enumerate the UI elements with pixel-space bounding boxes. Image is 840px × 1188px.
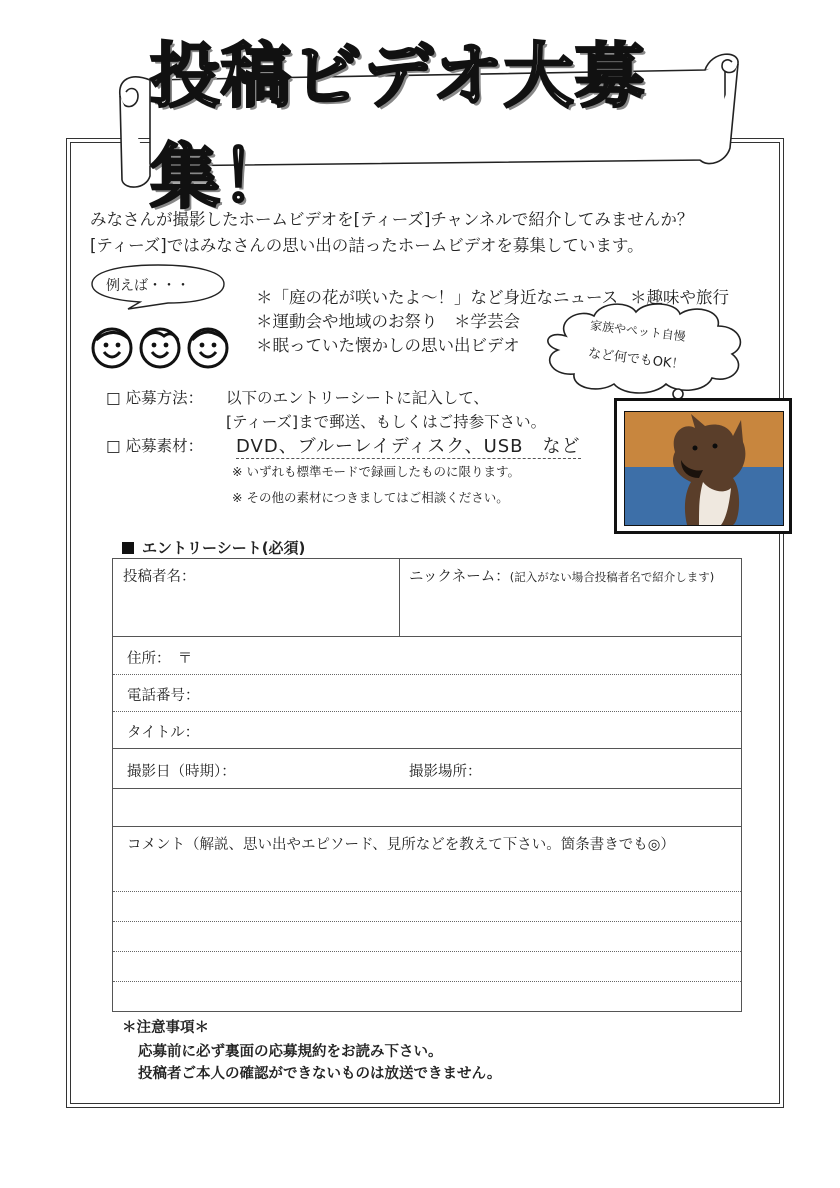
method-line: [ティーズ]まで郵送、もしくはご持参下さい。 <box>226 413 547 431</box>
row-divider <box>113 674 741 675</box>
entry-sheet-heading-text: エントリーシート(必須) <box>142 539 306 557</box>
comment-line <box>113 951 741 952</box>
row-divider <box>113 788 741 789</box>
phone-field[interactable]: 電話番号： <box>127 688 200 704</box>
thought-cloud-text: など何でもOK！ <box>587 346 686 373</box>
thought-cloud-text: 家族やペット自慢 <box>589 318 687 344</box>
name-divider <box>399 559 400 637</box>
method-label: □ 応募方法： <box>106 389 204 407</box>
comment-line <box>113 981 741 982</box>
page-title: 投稿ビデオ大募集！ <box>150 35 646 218</box>
example-item: ＊運動会や地域のお祭り ＊学芸会 <box>256 312 520 331</box>
entry-sheet-table <box>112 558 742 1012</box>
row-divider <box>113 636 741 637</box>
comment-field[interactable]: コメント（解説、思い出やエピソード、見所などを教えて下さい。箇条書きでも◎） <box>127 837 675 853</box>
nickname-label: ニックネーム： <box>409 569 510 585</box>
example-item: ＊「庭の花が咲いたよ～！」など身近なニュース <box>256 288 619 307</box>
intro-line-1: みなさんが撮影したホームビデオを[ティーズ]チャンネルで紹介してみませんか？ <box>90 210 694 229</box>
row-divider <box>113 826 741 827</box>
address-field[interactable]: 住所： 〒 <box>127 651 193 667</box>
row-divider <box>113 748 741 749</box>
square-icon <box>122 542 134 554</box>
example-item: ＊眠っていた懐かしの思い出ビデオ <box>256 336 520 355</box>
comment-line <box>113 921 741 922</box>
media-note: ※ その他の素材につきましてはご相談ください。 <box>232 490 509 505</box>
caution-title: ＊注意事項＊ <box>122 1020 209 1036</box>
smiling-faces-icon <box>88 322 238 372</box>
poster-name-field[interactable]: 投稿者名： <box>123 569 196 585</box>
media-label: □ 応募素材： <box>106 437 204 455</box>
row-divider <box>113 711 741 712</box>
method-line: 以下のエントリーシートに記入して、 <box>226 389 489 407</box>
entry-sheet-heading <box>122 537 305 558</box>
intro-line-2: [ティーズ]ではみなさんの思い出の詰ったホームビデオを募集しています。 <box>90 236 644 255</box>
caution-line: 応募前に必ず裏面の応募規約をお読み下さい。 <box>138 1044 443 1060</box>
nickname-note: (記入がない場合投稿者名で紹介します) <box>509 570 715 584</box>
shoot-place-field[interactable]: 撮影場所： <box>409 764 482 780</box>
media-note: ※ いずれも標準モードで録画したものに限ります。 <box>232 464 520 479</box>
comment-line <box>113 891 741 892</box>
dog-photo <box>624 411 784 526</box>
example-item: ＊趣味や旅行 <box>630 288 729 307</box>
video-title-field[interactable]: タイトル： <box>127 725 200 741</box>
media-value: DVD、ブルーレイディスク、USB など <box>236 432 581 459</box>
shoot-date-field[interactable]: 撮影日（時期）： <box>127 764 236 780</box>
caution-line: 投稿者ご本人の確認ができないものは放送できません。 <box>138 1066 502 1082</box>
nickname-field[interactable] <box>409 565 714 586</box>
speech-bubble-text: 例えば・・・ <box>106 278 190 294</box>
